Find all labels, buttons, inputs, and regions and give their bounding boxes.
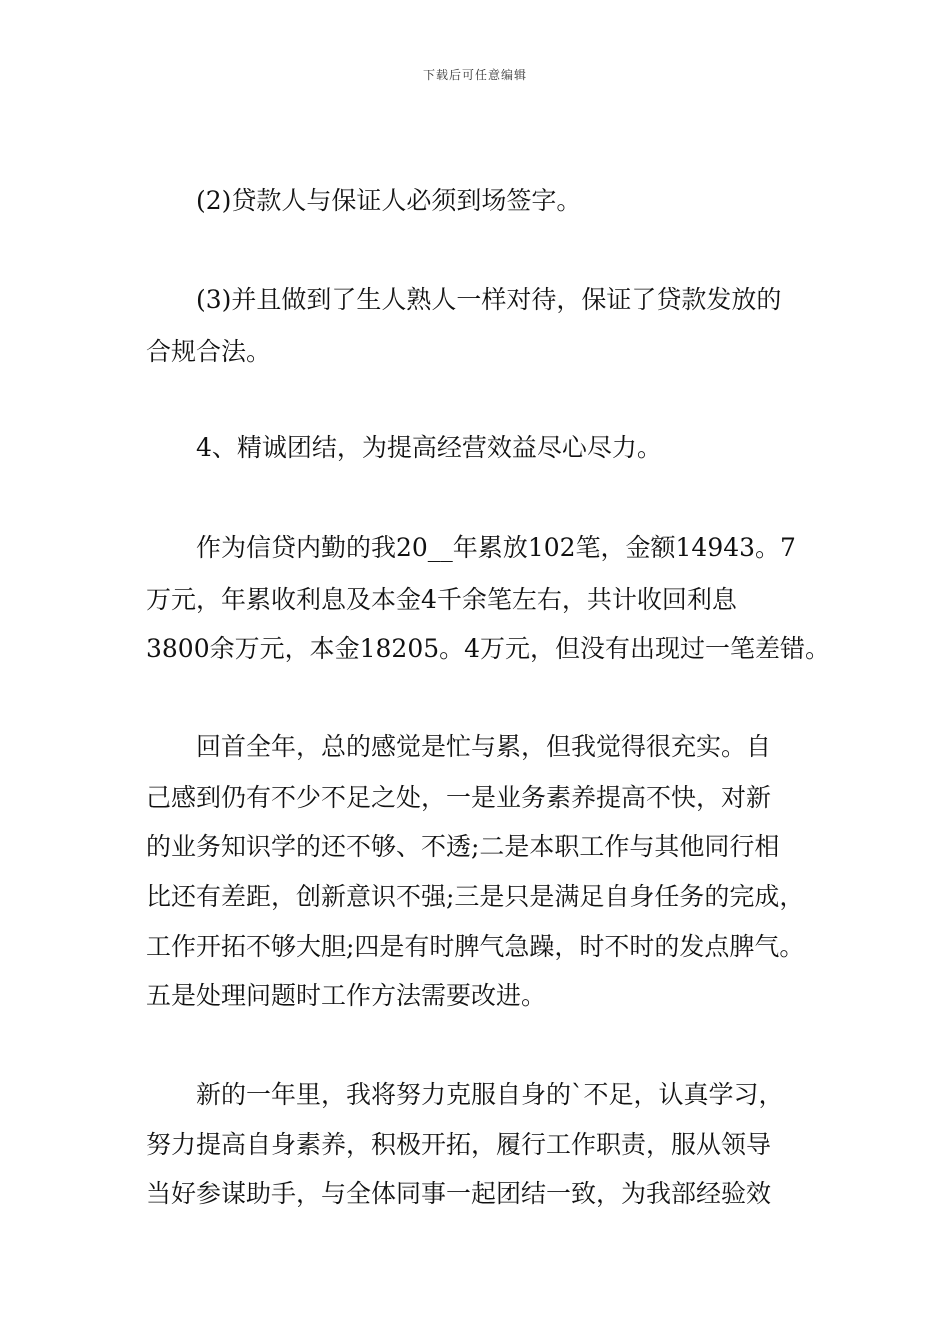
paragraph-line: 回首全年，总的感觉是忙与累，但我觉得很充实。自 — [196, 732, 772, 761]
paragraph-line: 4、精诚团结，为提高经营效益尽心尽力。 — [196, 433, 662, 462]
paragraph-line: 当好参谋助手，与全体同事一起团结一致，为我部经验效 — [146, 1179, 772, 1208]
paragraph-line: (3)并且做到了生人熟人一样对待，保证了贷款发放的 — [196, 285, 782, 314]
paragraph-line: 作为信贷内勤的我20__年累放102笔，金额14943。7 — [196, 533, 796, 562]
paragraph-line: 工作开拓不够大胆;四是有时脾气急躁，时不时的发点脾气。 — [146, 932, 805, 961]
paragraph-line: 3800余万元，本金18205。4万元，但没有出现过一笔差错。 — [146, 634, 831, 663]
paragraph-line: 的业务知识学的还不够、不透;二是本职工作与其他同行相 — [146, 832, 780, 861]
paragraph-line: 己感到仍有不少不足之处，一是业务素养提高不快，对新 — [146, 783, 772, 812]
paragraph-line: 五是处理问题时工作方法需要改进。 — [146, 981, 547, 1010]
paragraph-line: 努力提高自身素养，积极开拓，履行工作职责，服从领导 — [146, 1130, 772, 1159]
paragraph-line: 合规合法。 — [146, 337, 272, 366]
paragraph-line: (2)贷款人与保证人必须到场签字。 — [196, 186, 582, 215]
paragraph-line: 新的一年里，我将努力克服自身的`不足，认真学习， — [196, 1080, 784, 1109]
page-header: 下载后可任意编辑 — [422, 68, 527, 82]
paragraph-line: 万元，年累收利息及本金4千余笔左右，共计收回利息 — [146, 585, 737, 614]
paragraph-line: 比还有差距，创新意识不强;三是只是满足自身任务的完成， — [146, 882, 805, 911]
